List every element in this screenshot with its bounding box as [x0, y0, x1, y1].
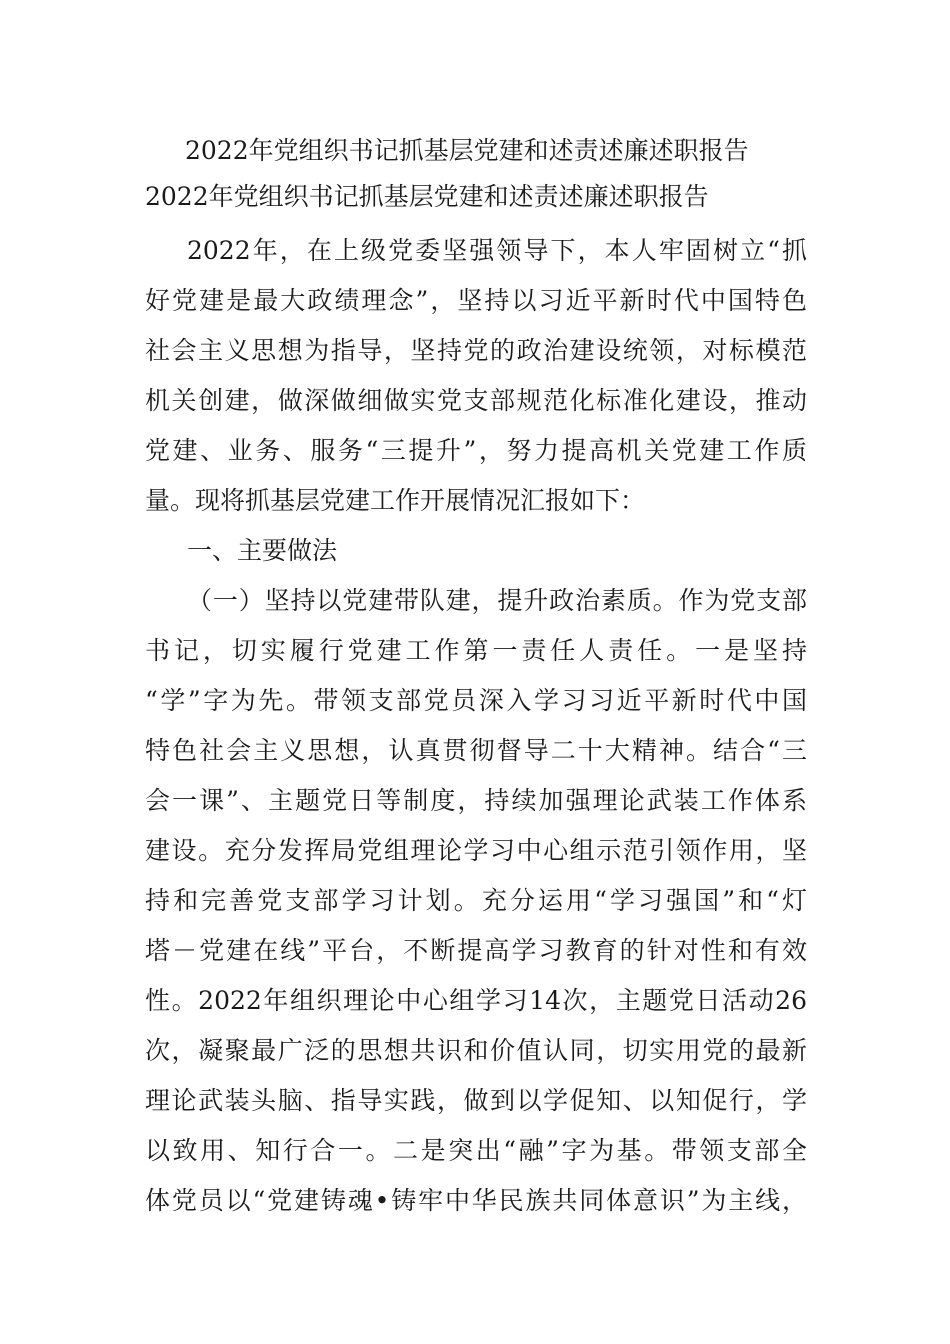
- document-page: [145, 128, 807, 1226]
- body-line: 理论武装头脑、指导实践，做到以学促知、以知促行，学: [145, 1086, 807, 1115]
- body-line: 特色社会主义思想，认真贯彻督导二十大精神。结合“三: [145, 736, 807, 765]
- body-line: 社会主义思想为指导，坚持党的政治建设统领，对标模范: [145, 336, 807, 365]
- body-line: 持和完善党支部学习计划。充分运用“学习强国”和“灯: [145, 886, 807, 915]
- body-line: （一）坚持以党建带队建，提升政治素质。作为党支部: [187, 586, 807, 615]
- document-title: 2022年党组织书记抓基层党建和述责述廉述职报告: [185, 136, 749, 165]
- body-line: 党建、业务、服务“三提升”，努力提高机关党建工作质: [145, 436, 807, 465]
- body-line: “学”字为先。带领支部党员深入学习习近平新时代中国: [145, 686, 807, 715]
- body-line: 性。2022年组织理论中心组学习14次，主题党日活动26: [145, 986, 807, 1015]
- body-line: 好党建是最大政绩理念”，坚持以习近平新时代中国特色: [145, 286, 807, 315]
- body-line: 量。现将抓基层党建工作开展情况汇报如下：: [145, 486, 646, 515]
- body-line: 机关创建，做深做细做实党支部规范化标准化建设，推动: [145, 386, 807, 415]
- document-subtitle: 2022年党组织书记抓基层党建和述责述廉述职报告: [145, 182, 709, 211]
- body-line: 以致用、知行合一。二是突出“融”字为基。带领支部全: [145, 1136, 807, 1165]
- body-line: 2022年，在上级党委坚强领导下，本人牢固树立“抓: [187, 236, 807, 265]
- body-line: 一、主要做法: [187, 536, 338, 565]
- body-line: 体党员以“党建铸魂•铸牢中华民族共同体意识”为主线，: [145, 1186, 807, 1215]
- body-line: 书记，切实履行党建工作第一责任人责任。一是坚持: [145, 636, 807, 665]
- document-body: [145, 226, 807, 1226]
- body-line: 建设。充分发挥局党组理论学习中心组示范引领作用，坚: [145, 836, 807, 865]
- body-line: 会一课”、主题党日等制度，持续加强理论武装工作体系: [145, 786, 807, 815]
- body-line: 塔－党建在线”平台，不断提高学习教育的针对性和有效: [145, 936, 807, 965]
- body-line: 次，凝聚最广泛的思想共识和价值认同，切实用党的最新: [145, 1036, 807, 1065]
